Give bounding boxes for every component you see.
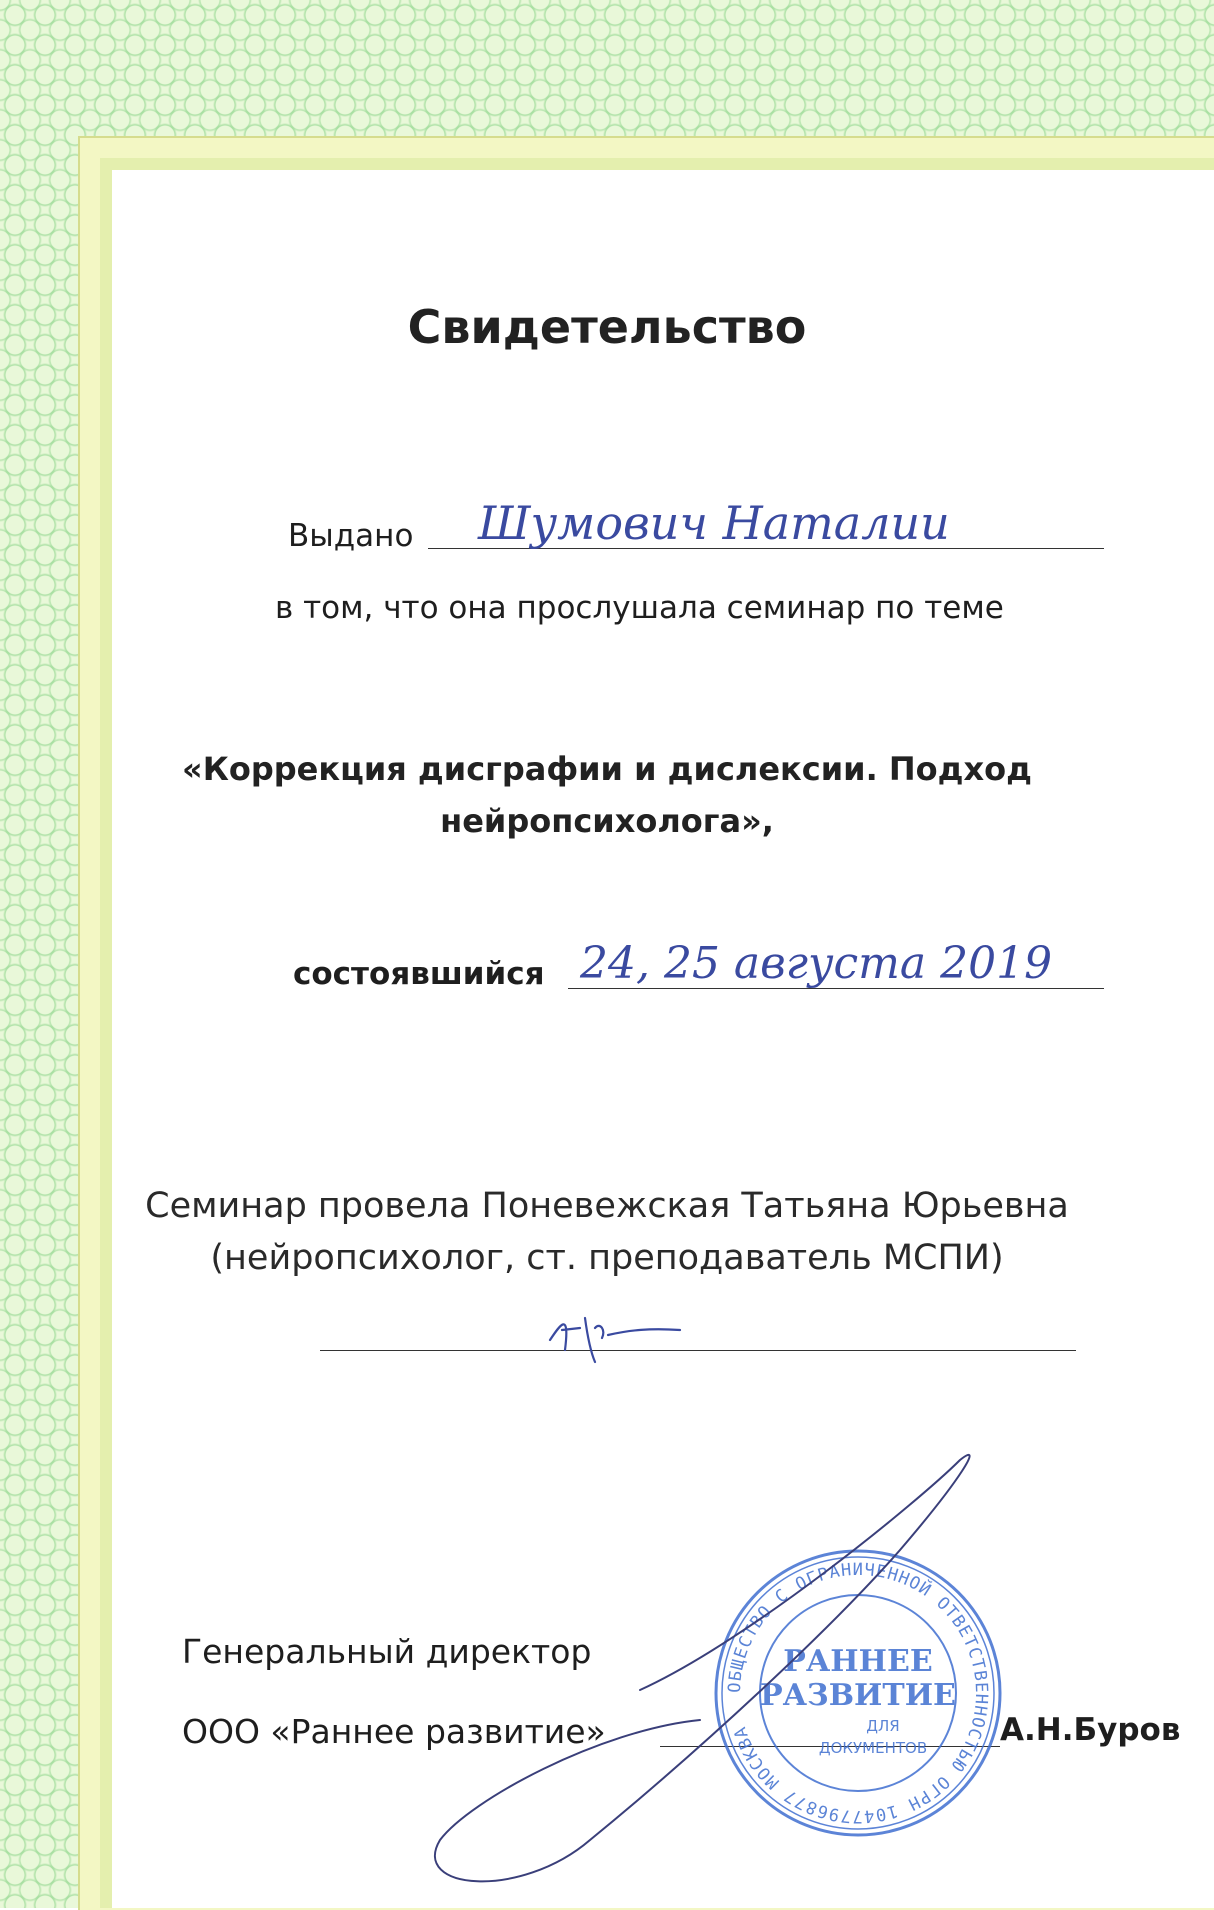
director-name: А.Н.Буров <box>1000 1712 1181 1748</box>
stamp-center-4: ДОКУМЕНТОВ <box>818 1739 928 1757</box>
statement-text: в том, что она прослушала семинар по теме <box>275 590 1004 626</box>
lecturer-line-2: (нейропсихолог, ст. преподаватель МСПИ) <box>210 1238 1004 1278</box>
director-title: Генеральный директор <box>182 1632 592 1671</box>
issued-label: Выдано <box>288 518 414 554</box>
certificate-title: Свидетельство <box>407 300 807 354</box>
stamp-center-3: ДЛЯ <box>866 1717 900 1735</box>
stamp-center-2: РАЗВИТИЕ <box>760 1678 956 1713</box>
held-date-handwritten: 24, 25 августа 2019 <box>580 938 1053 989</box>
topic-line-1: «Коррекция дисграфии и дислексии. Подход <box>182 750 1032 788</box>
company-name: ООО «Раннее развитие» <box>182 1712 606 1751</box>
lecturer-line-1: Семинар провела Поневежская Татьяна Юрьевна <box>145 1186 1069 1226</box>
held-label: состоявшийся <box>293 956 545 992</box>
topic-line-2: нейропсихолога», <box>440 802 774 840</box>
director-signature <box>400 1420 1000 1908</box>
stamp-ring-text: ОБЩЕСТВО С ОГРАНИЧЕННОЙ ОТВЕТСТВЕННОСТЬЮ ОГРН 1047796877 МОСКВА <box>724 1559 992 1827</box>
stamp-center-1: РАННЕЕ <box>783 1644 933 1679</box>
lecturer-signature <box>540 1300 700 1370</box>
issued-to-handwritten: Шумович Наталии <box>478 496 950 550</box>
